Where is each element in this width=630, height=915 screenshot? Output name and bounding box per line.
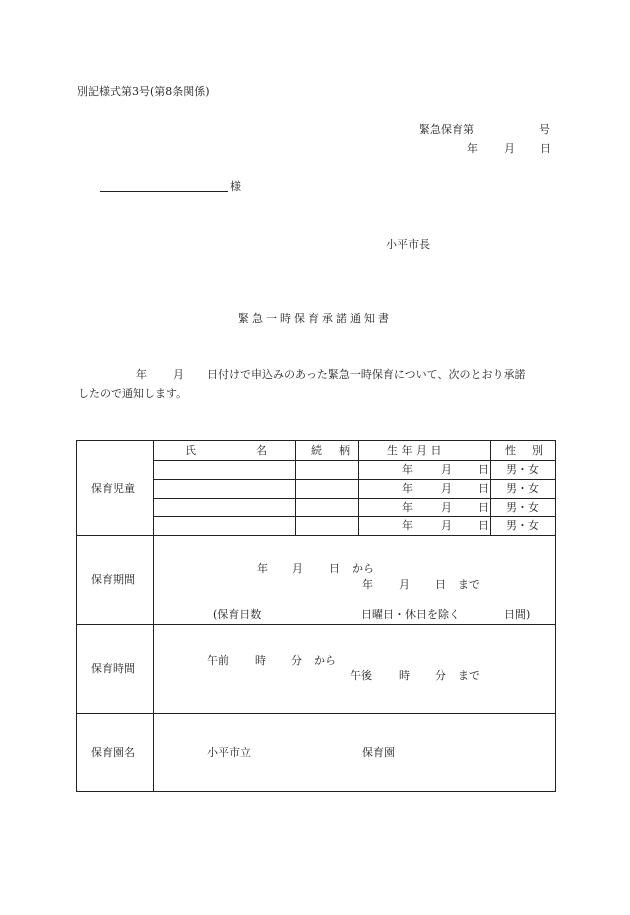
care-days-label: (保育日数	[213, 608, 262, 621]
facility-suffix: 保育園	[362, 746, 395, 759]
period-label: 保育期間	[91, 573, 135, 586]
column-header-name: 名	[256, 444, 267, 457]
column-header-birthdate: 生 年 月 日	[387, 444, 442, 457]
hours-to-hour: 時	[399, 669, 410, 682]
issue-date-year: 年	[467, 142, 478, 155]
sex-option: 男・女	[506, 482, 539, 495]
body-line2: したので通知します。	[78, 387, 188, 400]
birth-year: 年	[402, 482, 413, 495]
birth-year: 年	[402, 519, 413, 532]
column-header-sex: 性	[505, 444, 516, 457]
period-from-day: 日	[329, 562, 340, 575]
sex-option: 男・女	[506, 501, 539, 514]
care-days-suffix: 日間)	[504, 608, 531, 621]
form-label: 別記様式第3号(第8条関係)	[77, 85, 210, 98]
sex-option: 男・女	[506, 519, 539, 532]
body-line1: 日付けで申込みのあった緊急一時保育について、次のとおり承諾	[207, 368, 526, 381]
facility-prefix: 小平市立	[207, 746, 251, 759]
relation-column-divider	[358, 441, 359, 535]
addressee-blank-line	[100, 191, 228, 192]
period-to-day: 日	[435, 578, 446, 591]
issuer-name: 小平市長	[386, 238, 430, 251]
section-divider	[77, 624, 555, 625]
birth-month: 月	[441, 463, 452, 476]
hours-pm: 午後	[350, 669, 372, 682]
column-header-relation: 柄	[339, 444, 350, 457]
care-days-excluding: 日曜日・休日を除く	[361, 608, 460, 621]
children-label: 保育児童	[91, 482, 135, 495]
birth-column-divider	[490, 441, 491, 535]
hours-am: 午前	[207, 654, 229, 667]
birth-month: 月	[441, 482, 452, 495]
birth-year: 年	[402, 501, 413, 514]
period-from-month: 月	[292, 562, 303, 575]
birth-day: 日	[478, 519, 489, 532]
section-divider	[77, 535, 555, 536]
doc-number-prefix: 緊急保育第	[419, 123, 474, 136]
body-year: 年	[136, 368, 147, 381]
children-header-divider	[153, 460, 555, 461]
issue-date-month: 月	[504, 142, 515, 155]
label-column-divider	[153, 441, 154, 791]
period-from-suffix: から	[352, 562, 374, 575]
birth-day: 日	[478, 501, 489, 514]
hours-from-hour: 時	[255, 654, 266, 667]
form-table	[76, 440, 556, 792]
doc-number-suffix: 号	[539, 123, 550, 136]
hours-label: 保育時間	[91, 662, 135, 675]
period-to-year: 年	[362, 578, 373, 591]
column-header-relation: 続	[311, 444, 322, 457]
column-header-name: 氏	[185, 444, 196, 457]
hours-to-minute: 分	[435, 669, 446, 682]
body-month: 月	[173, 368, 184, 381]
children-row-divider	[153, 516, 555, 517]
birth-month: 月	[441, 501, 452, 514]
column-header-sex: 別	[532, 444, 543, 457]
birth-year: 年	[402, 463, 413, 476]
hours-from-suffix: から	[314, 654, 336, 667]
birth-day: 日	[478, 482, 489, 495]
hours-from-minute: 分	[291, 654, 302, 667]
section-divider	[77, 713, 555, 714]
issue-date-day: 日	[540, 142, 551, 155]
birth-month: 月	[441, 519, 452, 532]
document-title: 緊急一時保育承諾通知書	[238, 312, 392, 325]
children-row-divider	[153, 498, 555, 499]
name-column-divider	[295, 441, 296, 535]
period-to-suffix: まで	[458, 578, 480, 591]
sex-option: 男・女	[506, 463, 539, 476]
children-row-divider	[153, 479, 555, 480]
hours-to-suffix: まで	[458, 669, 480, 682]
period-from-year: 年	[257, 562, 268, 575]
facility-label: 保育園名	[91, 746, 135, 759]
addressee-suffix: 様	[230, 180, 241, 193]
birth-day: 日	[478, 463, 489, 476]
period-to-month: 月	[399, 578, 410, 591]
